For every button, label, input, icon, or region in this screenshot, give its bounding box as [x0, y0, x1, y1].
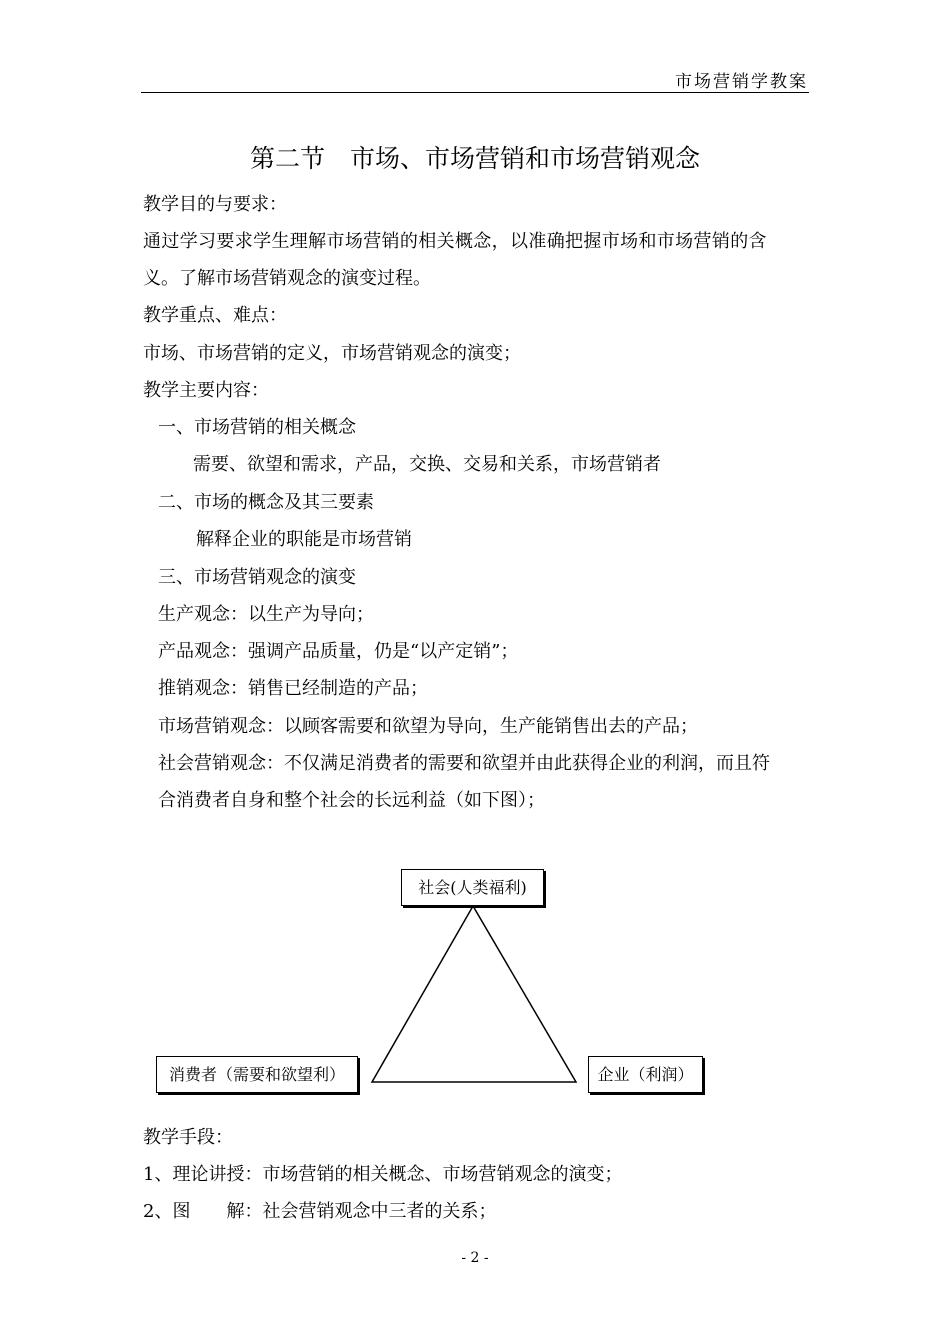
concept-societal-line-2: 合消费者自身和整个社会的长远利益（如下图）；: [158, 790, 545, 811]
header-rule: [141, 92, 809, 93]
society-node: 社会(人类福利): [401, 869, 544, 906]
keypoints-text: 市场、市场营销的定义，市场营销观念的演变；: [143, 343, 521, 364]
concept-societal-line-1: 社会营销观念：不仅满足消费者的需要和欲望并由此获得企业的利润，而且符: [158, 753, 770, 774]
section-title: 第二节 市场、市场营销和市场营销观念: [249, 144, 700, 173]
running-header: 市场营销学教案: [675, 72, 808, 92]
method-1: 1、理论讲授：市场营销的相关概念、市场营销观念的演变；: [143, 1164, 623, 1185]
section-1-title: 一、市场营销的相关概念: [158, 417, 356, 438]
section-1-detail: 需要、欲望和需求，产品，交换、交易和关系，市场营销者: [193, 454, 661, 475]
keypoints-heading: 教学重点、难点：: [143, 305, 287, 326]
company-node: 企业（利润）: [588, 1056, 703, 1093]
concept-product: 产品观念：强调产品质量，仍是“以产定销”；: [158, 641, 519, 662]
concept-production: 生产观念：以生产为导向；: [158, 604, 374, 625]
content-heading: 教学主要内容：: [143, 380, 269, 401]
concept-marketing: 市场营销观念：以顾客需要和欲望为导向，生产能销售出去的产品；: [158, 716, 698, 737]
objective-text-line-1: 通过学习要求学生理解市场营销的相关概念，以准确把握市场和市场营销的含: [143, 231, 767, 252]
section-2-detail: 解释企业的职能是市场营销: [196, 529, 412, 550]
section-2-title: 二、市场的概念及其三要素: [158, 492, 374, 513]
relationship-triangle: [372, 906, 576, 1082]
objective-text-line-2: 义。了解市场营销观念的演变过程。: [143, 268, 431, 289]
concept-selling: 推销观念：销售已经制造的产品；: [158, 678, 428, 699]
section-3-title: 三、市场营销观念的演变: [158, 567, 356, 588]
consumer-node: 消费者（需要和欲望利）: [156, 1056, 358, 1093]
page-number: - 2 -: [461, 1250, 489, 1266]
method-2: 2、图 解：社会营销观念中三者的关系；: [143, 1201, 497, 1222]
objective-heading: 教学目的与要求：: [143, 194, 287, 215]
methods-heading: 教学手段：: [143, 1127, 233, 1148]
